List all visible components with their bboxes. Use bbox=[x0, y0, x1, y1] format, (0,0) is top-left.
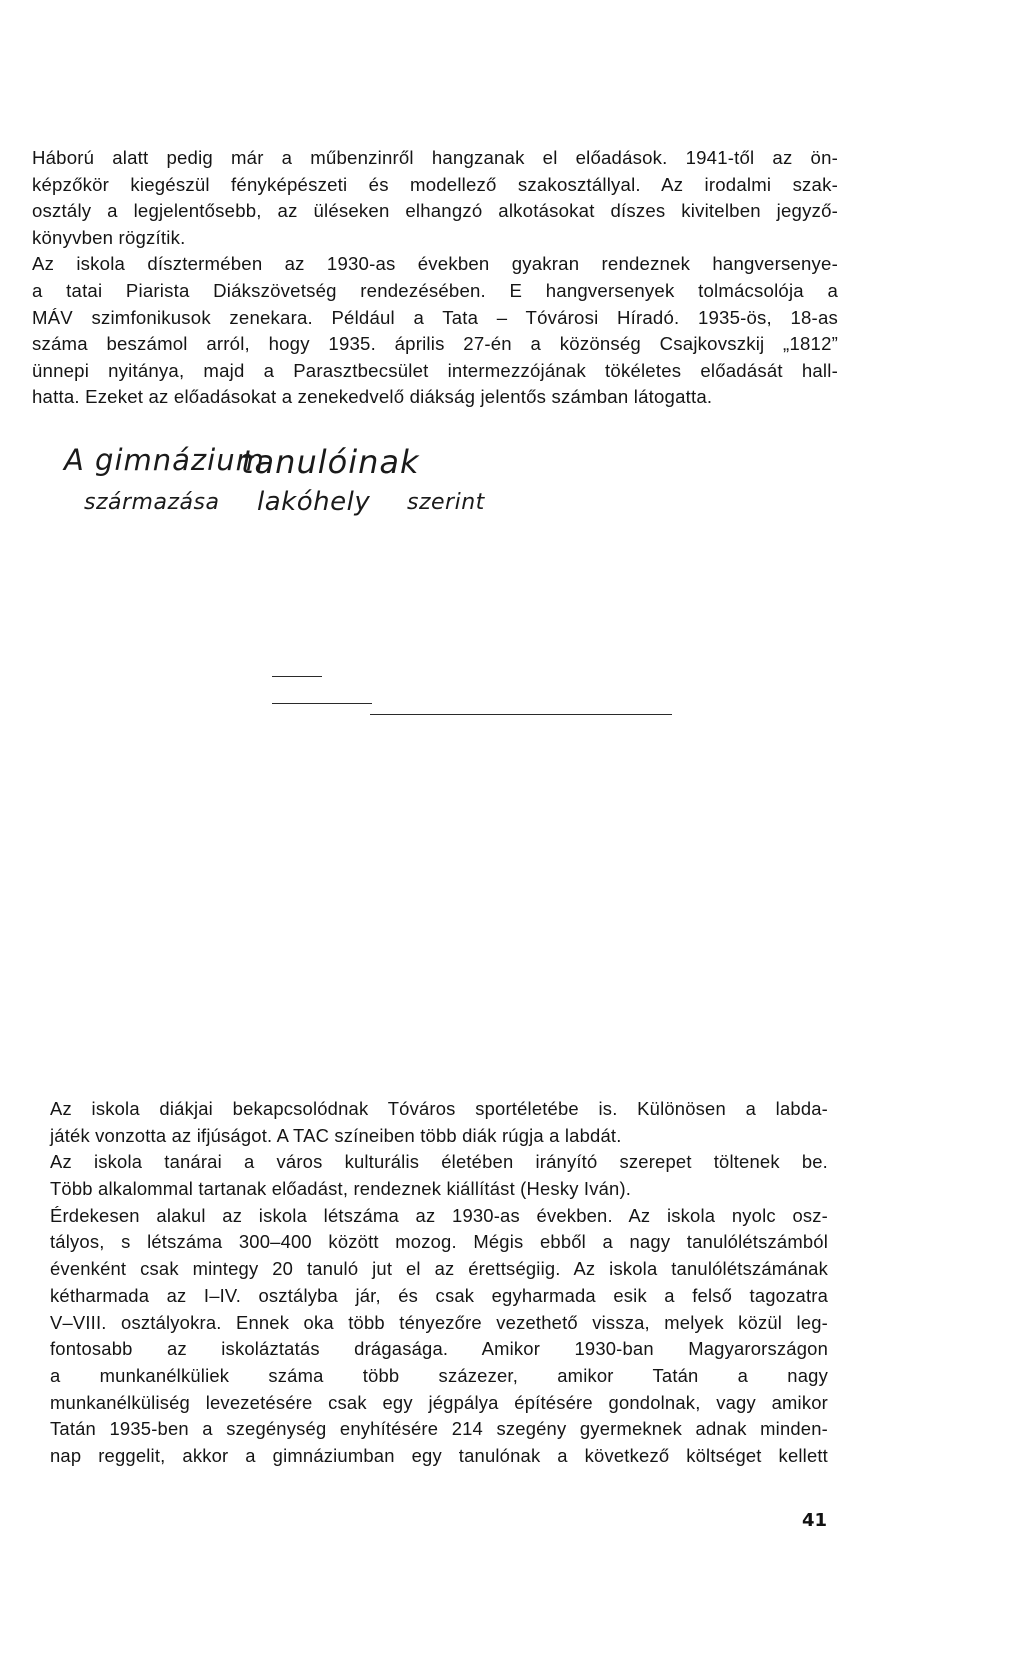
text-line: ünnepi nyitánya, majd a Parasztbecsület intermezzójának tökéletes előadását hall- bbox=[32, 359, 838, 381]
text-line: V–VIII. osztályokra. Ennek oka több tényezőre vezethető vissza, melyek közül leg- bbox=[50, 1311, 828, 1333]
page-number: 41 bbox=[802, 1510, 828, 1531]
bottom-paragraph bbox=[50, 1096, 828, 1470]
text-line: munkanélküliség levezetésére csak egy jégpálya építésére gondolnak, vagy amikor bbox=[50, 1391, 828, 1413]
text-line: száma beszámol arról, hogy 1935. április 27-én a közönség Csajkovszkij „1812” bbox=[32, 333, 838, 355]
text-line: a tatai Piarista Diákszövetség rendezésében. E hangversenyek tolmácsolója a bbox=[32, 279, 838, 301]
text-line: tályos, s létszáma 300–400 között mozog. Mégis ebből a nagy tanulólétszámból bbox=[50, 1231, 828, 1253]
text-line: nap reggelit, akkor a gimnáziumban egy tanulónak a következő költséget kellett bbox=[50, 1444, 828, 1466]
top-paragraph bbox=[32, 145, 838, 411]
text-line: Több alkalommal tartanak előadást, rendeznek kiállítást (Hesky Iván). bbox=[50, 1178, 632, 1200]
text-line: képzőkör kiegészül fényképészeti és modellező szakosztállyal. Az irodalmi szak- bbox=[32, 173, 838, 195]
text-line: Háború alatt pedig már a műbenzinről hangzanak el előadások. 1941-től az ön- bbox=[32, 147, 838, 168]
text-line: Érdekesen alakul az iskola létszáma az 1930-as években. Az iskola nyolc osz- bbox=[50, 1204, 828, 1226]
text-line: hatta. Ezeket az előadásokat a zenekedvelő diákság jelentős számban látogatta. bbox=[32, 386, 713, 408]
text-line: Az iskola dísztermében az 1930-as években gyakran rendeznek hangversenye- bbox=[32, 253, 838, 275]
text-line: Tatán 1935-ben a szegénység enyhítésére 214 szegény gyermeknek adnak minden- bbox=[50, 1418, 828, 1440]
text-line: kétharmada az I–IV. osztályba jár, és csak egyharmada esik a felső tagozatra bbox=[50, 1284, 828, 1306]
handwritten-heading-word: szerint bbox=[407, 490, 485, 515]
text-line: Az iskola diákjai bekapcsolódnak Tóváros sportéletébe is. Különösen a labda- bbox=[50, 1098, 828, 1119]
text-line: fontosabb az iskoláztatás drágasága. Amikor 1930-ban Magyarországon bbox=[50, 1338, 828, 1360]
text-line: évenként csak mintegy 20 tanuló jut el az érettségiig. Az iskola tanulólétszámának bbox=[50, 1258, 828, 1280]
text-line: Az iskola tanárai a város kulturális életében irányító szerepet töltenek be. bbox=[50, 1151, 828, 1173]
handwritten-heading-word: lakóhely bbox=[257, 487, 371, 517]
text-line: könyvben rögzítik. bbox=[32, 226, 186, 248]
handwritten-heading-word: tanulóinak bbox=[241, 443, 420, 481]
chart-stub-line bbox=[272, 703, 372, 704]
handwritten-heading-word: A gimnázium bbox=[64, 443, 265, 477]
chart-stub-line bbox=[370, 714, 672, 715]
handwritten-heading-word: származása bbox=[84, 490, 220, 515]
text-line: osztály a legjelentősebb, az üléseken elhangzó alkotásokat díszes kivitelben jegyző- bbox=[32, 200, 838, 222]
text-line: a munkanélküliek száma több százezer, amikor Tatán a nagy bbox=[50, 1364, 828, 1386]
text-line: MÁV szimfonikusok zenekara. Például a Tata – Tóvárosi Híradó. 1935-ös, 18-as bbox=[32, 306, 838, 328]
chart-stub-line bbox=[272, 676, 322, 677]
text-line: játék vonzotta az ifjúságot. A TAC színeiben több diák rúgja a labdát. bbox=[50, 1124, 622, 1146]
